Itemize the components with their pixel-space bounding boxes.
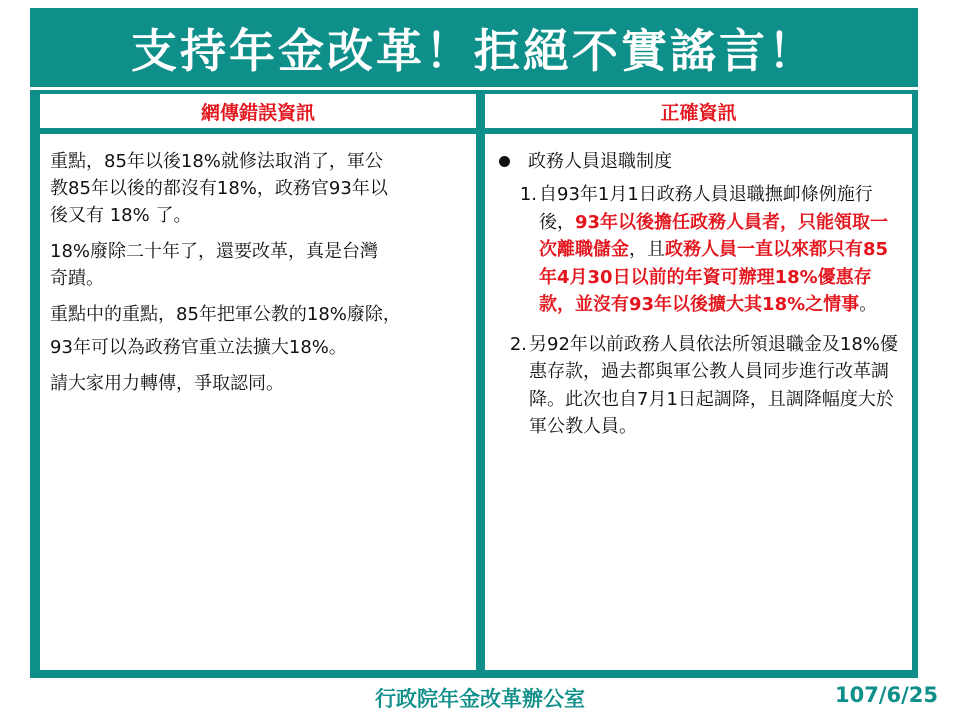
bullet-heading [497,148,902,175]
list-item-1-highlight-b: 政務人員一直以來都只有85年4月30日以前的年資可辦理18%優惠存款，並沒有93年以後擴大其18%之情事 [539,239,889,315]
list-item-1-body [539,181,902,319]
right-column-header [485,94,912,128]
misinfo-paragraph-5: 請大家用力轉傳，爭取認同。 [50,373,284,394]
title-bar [30,8,918,90]
misinfo-paragraph-1: 重點，85年以後18%就修法取消了，軍公 教85年以後的都沒有18%，政務官93年以 後又有 18% 了。 [50,151,388,226]
list-item-1-text-e: 。 [859,294,878,315]
misinformation-panel [40,134,476,670]
misinfo-paragraph-3: 重點中的重點，85年把軍公教的18%廢除， [50,304,401,325]
slide-frame [30,8,918,678]
list-item-2-number: 2. [509,333,527,355]
bullet-dot-icon [499,156,510,167]
correct-info-panel [485,134,912,670]
list-item-1-text-c: ，且 [629,239,665,260]
right-column-header-label: 正確資訊 [660,101,737,124]
list-item-1-highlight-a: 93年以後擔任政務人員者，只能領取一次離職儲金 [539,211,889,260]
list-item-1-number: 1. [519,184,537,205]
list-item-1 [497,181,902,319]
list-item-2-text: 另92年以前政務人員依法所領退職金及18%優惠存款，過去都與軍公教人員同步進行改革調降。此次也自7月1日起調降，且調降幅度大於軍公教人員。 [529,333,898,437]
bullet-heading-text: 政務人員退職制度 [528,151,672,172]
left-column-header [40,94,476,128]
misinfo-paragraph-4: 93年可以為政務官重立法擴大18%。 [50,337,347,358]
misinfo-paragraph-2: 18%廢除二十年了，還要改革，真是台灣 奇蹟。 [50,241,379,289]
list-item-1-text-a: 自93年1月1日政務人員退職撫卹條例施行後， [539,184,873,233]
footer-organization: 行政院年金改革辦公室 [375,687,585,711]
page-title: 支持年金改革！拒絕不實謠言！ [131,23,817,78]
list-item-2 [497,331,902,441]
left-column-header-label: 網傳錯誤資訊 [200,101,315,124]
footer-date: 107/6/25 [834,683,938,707]
